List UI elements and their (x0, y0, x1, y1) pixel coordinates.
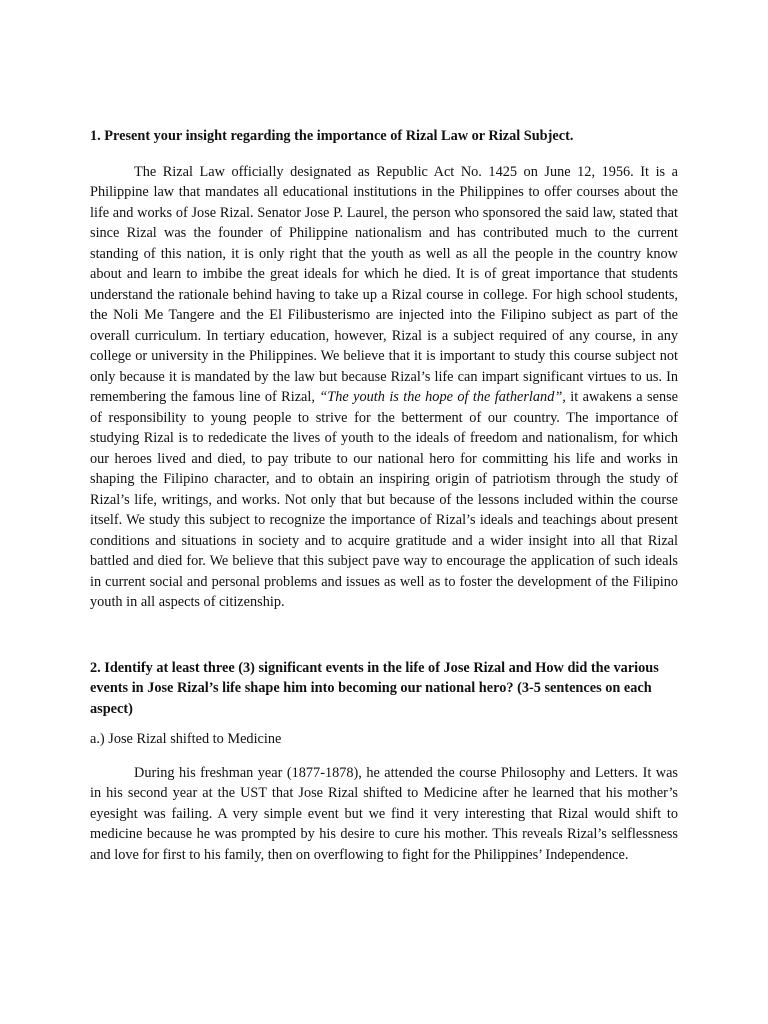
event-a-label: a.) Jose Rizal shifted to Medicine (90, 731, 282, 747)
event-a-paragraph: During his freshman year (1877-1878), he attended the course Philosophy and Letters. It was in his second year at the UST that Jose Rizal shifted to Medicine after he learned that his mother’s eyesight was failing. A very simple event but we find it very interesting that Rizal would shift to medicine because he was prompted by his desire to cure his mother. This reveals Rizal’s selflessness and love for first to his family, then on overflowing to fight for the Philippines’ Independence. (90, 764, 678, 863)
question-1-answer-paragraph (90, 162, 678, 613)
question-1-heading: 1. Present your insight regarding the importance of Rizal Law or Rizal Subject. (90, 128, 574, 144)
document-page (90, 120, 678, 865)
paragraph-text-before-quote: The Rizal Law officially designated as Republic Act No. 1425 on June 12, 1956. It is a Philippine law that mandates all educational institutions in the Philippines to offer courses about the life and works of Jose Rizal. Senator Jose P. Laurel, the person who sponsored the said law, stated that since Rizal was the founder of Philippine nationalism and has contributed much to the current standing of this nation, it is only right that the youth as well as all the people in the country know about and learn to imbibe the great ideals for which he died. It is of great importance that students understand the rationale behind having to take up a Rizal course in college. For high school students, the Noli Me Tangere and the El Filibusterismo are injected into the Filipino subject as part of the overall curriculum. In tertiary education, however, Rizal is a subject required of any course, in any college or university in the Philippines. We believe that it is important to study this course subject not only because it is mandated by the law but because Rizal’s life can impart significant virtues to us. In remembering the famous line of Rizal, (90, 163, 678, 405)
paragraph-text-after-quote: it awakens a sense of responsibility to young people to strive for the betterment of our country. The importance of studying Rizal is to rededicate the lives of youth to the ideals of freedom and nationalism, for which our heroes lived and died, to pay tribute to our national hero for committing his life and works in shaping the Filipino character, and to obtain an inspiring origin of patriotism through the study of Rizal’s life, writings, and works. Not only that but because of the lessons included within the course itself. We study this subject to recognize the importance of Rizal’s ideals and teachings about present conditions and situations in society and to acquire gratitude and a wider insight into all that Rizal battled and died for. We believe that this subject pave way to encourage the application of such ideals in current social and personal problems and issues as well as to foster the development of the Filipino youth in all aspects of citizenship. (90, 389, 679, 610)
question-2-heading: 2. Identify at least three (3) significant events in the life of Jose Rizal and How did the various events in Jose Rizal’s life shape him into becoming our national hero? (3-5 sentences on each aspect) (90, 659, 659, 717)
rizal-quote: “The youth is the hope of the fatherland”, (319, 389, 566, 405)
